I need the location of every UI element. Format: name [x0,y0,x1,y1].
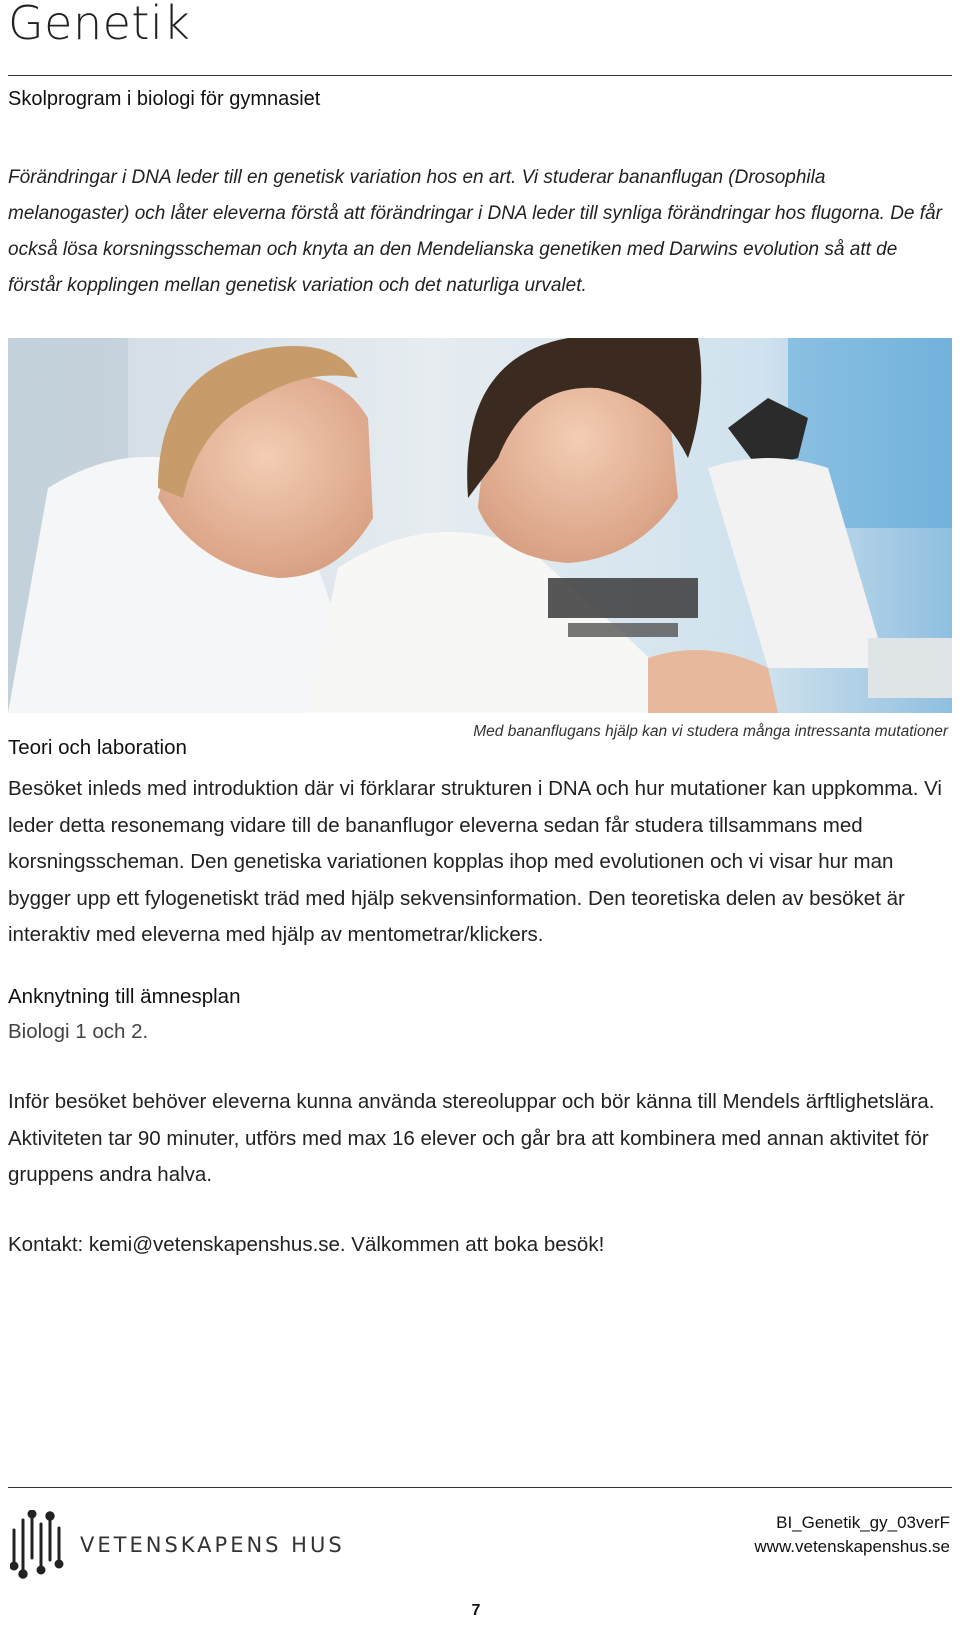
logo-wordmark: VETENSKAPENS HUS [80,1533,345,1557]
curriculum-heading: Anknytning till ämnesplan [8,985,241,1008]
before-visit-paragraph [8,1084,952,1194]
header-divider [8,75,952,76]
intro-paragraph: Förändringar i DNA leder till en genetisk variation hos en art. Vi studerar bananflugan (Drosophila melanogaster) och låter eleverna förstå att förändringar i DNA leder till synliga förändringar hos flugorna. De får också lösa korsningsscheman och knyta an den Mendelianska genetiken med Darwins evolution så att de förstår kopplingen mellan genetisk variation och det naturliga urvalet. [8,167,942,296]
contact-lead: Kontakt [8,1233,78,1256]
vetenskapens-hus-logo [10,1510,345,1580]
theory-paragraph: Besöket inleds med introduktion där vi förklarar strukturen i DNA och hur mutationer kan uppkomma. Vi leder detta resonemang vidare till de bananflugor eleverna sedan får studera tillsammans med korsningsscheman. Den genetiska variationen kopplas ihop med evolutionen och vi visar hur man bygger upp ett fylogenetiskt träd med hjälp sekvensinformation. Den teoretiska delen av besöket är interaktiv med eleverna med hjälp av mentometrar/klickers. [8,777,942,946]
contact-text: : kemi@vetenskapenshus.se. Välkommen att boka besök! [77,1233,605,1256]
page-number: 7 [471,1602,481,1619]
footer-info [754,1511,950,1559]
theory-heading: Teori och laboration [8,736,187,759]
before-visit-text: behöver eleverna kunna använda stereoluppar och bör känna till Mendels ärftlighetslära. Aktiviteten tar 90 minuter, utförs med max 16 elever och går bra att kombinera med annan aktivitet för gruppens andra halva. [8,1090,935,1186]
page-title: Genetik [8,0,191,50]
dna-bars-icon [10,1510,66,1580]
students-microscope-photo [8,338,952,713]
page-subtitle: Skolprogram i biologi för gymnasiet [8,88,321,110]
before-visit-lead: Inför besöket [8,1090,127,1113]
website-link[interactable]: www.vetenskapenshus.se [754,1537,950,1556]
document-code: BI_Genetik_gy_03verF [776,1513,950,1532]
curriculum-text: Biologi 1 och 2. [8,1020,149,1043]
footer-divider [8,1487,952,1488]
photo-caption: Med bananflugans hjälp kan vi studera många intressanta mutationer [473,723,948,740]
contact-paragraph [8,1227,952,1264]
